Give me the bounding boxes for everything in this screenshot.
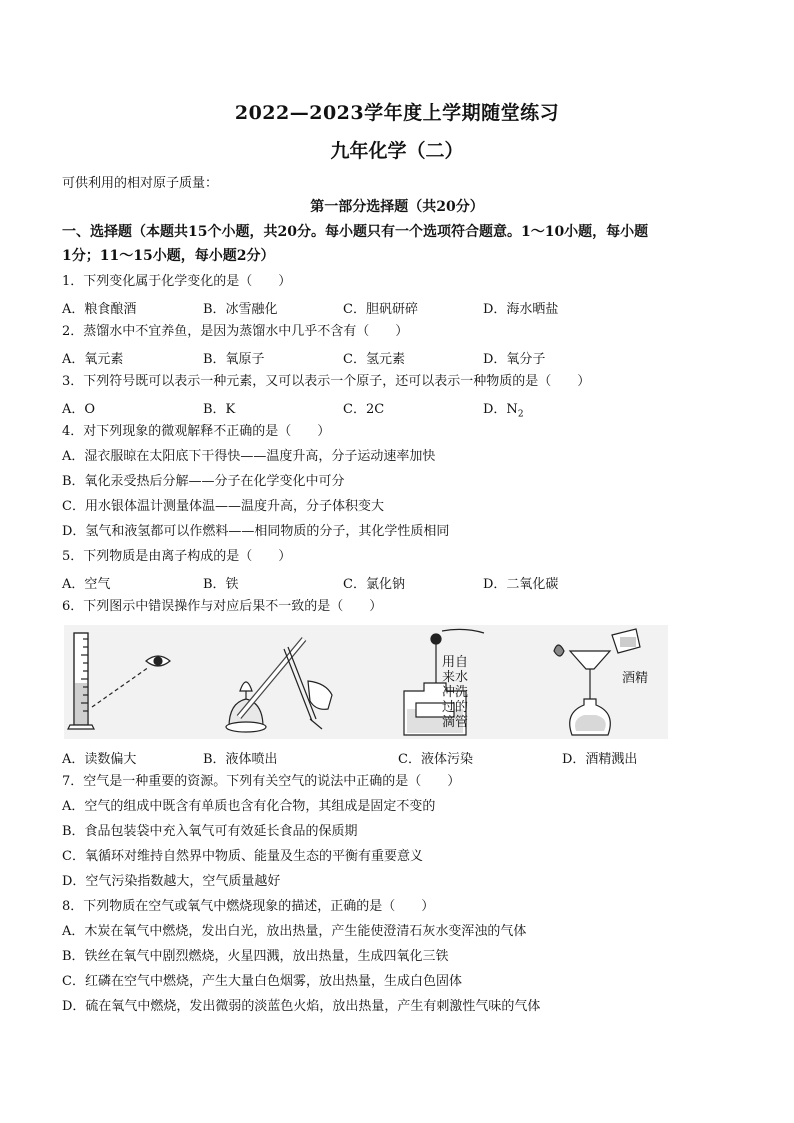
question-5-stem: 5．下列物质是由离子构成的是（ ） bbox=[62, 549, 292, 564]
question-7-stem: 7．空气是一种重要的资源。下列有关空气的说法中正确的是（ ） bbox=[62, 774, 461, 789]
q8-option-d: D．硫在氧气中燃烧，发出微弱的淡蓝色火焰，放出热量，产生有刺激性气味的气体 bbox=[62, 999, 541, 1014]
q4-option-a: A．湿衣服晾在太阳底下干得快——温度升高，分子运动速率加快 bbox=[62, 449, 436, 464]
heating-test-tube-illustration bbox=[226, 639, 332, 732]
q2-option-d: D．氧分子 bbox=[483, 352, 546, 367]
q2-option-b: B．氧原子 bbox=[203, 352, 265, 367]
q4-option-b: B．氧化汞受热后分解——分子在化学变化中可分 bbox=[62, 474, 345, 489]
q3-option-a: A．O bbox=[62, 402, 96, 417]
question-2-stem: 2．蒸馏水中不宜养鱼，是因为蒸馏水中几乎不含有（ ） bbox=[62, 324, 409, 339]
q4-option-d: D．氢气和液氢都可以作燃料——相同物质的分子，其化学性质相同 bbox=[62, 524, 450, 539]
question-5-options bbox=[62, 573, 742, 591]
question-6-stem: 6．下列图示中错误操作与对应后果不一致的是（ ） bbox=[62, 599, 383, 614]
dropper-label-line-1: 用自 bbox=[442, 655, 469, 670]
q6-option-b: B．液体喷出 bbox=[203, 752, 278, 767]
q1-option-b: B．冰雪融化 bbox=[203, 302, 278, 317]
exam-subtitle: 九年化学（二） bbox=[330, 140, 464, 162]
question-6-options bbox=[62, 748, 742, 766]
q8-option-c: C．红磷在空气中燃烧，产生大量白色烟雾，放出热量，生成白色固体 bbox=[62, 974, 462, 989]
q2-option-a: A．氧元素 bbox=[62, 352, 124, 367]
q1-option-c: C．胆矾研碎 bbox=[343, 302, 418, 317]
section-intro-line-1: 一、选择题（本题共15个小题，共20分。每小题只有一个选项符合题意。1～10小题，每小题 bbox=[62, 224, 649, 240]
q1-option-d: D．海水晒盐 bbox=[483, 302, 559, 317]
dropper-label-line-3: 冲洗 bbox=[442, 685, 469, 700]
question-8-stem: 8．下列物质在空气或氧气中燃烧现象的描述，正确的是（ ） bbox=[62, 899, 435, 914]
q3-option-c: C．2C bbox=[343, 402, 385, 417]
dropper-label bbox=[442, 655, 468, 730]
q3-option-d: D．$N_2$ bbox=[483, 402, 524, 420]
q7-option-d: D．空气污染指数越大，空气质量越好 bbox=[62, 874, 281, 889]
dropper-label-line-5: 滴管 bbox=[442, 715, 469, 730]
lab-operations-figure bbox=[64, 625, 668, 739]
q5-option-b: B．铁 bbox=[203, 577, 239, 592]
q5-option-d: D．二氧化碳 bbox=[483, 577, 559, 592]
q7-option-c: C．氧循环对维持自然界中物质、能量及生态的平衡有重要意义 bbox=[62, 849, 423, 864]
q8-option-a: A．木炭在氧气中燃烧，发出白光，放出热量，产生能使澄清石灰水变浑浊的气体 bbox=[62, 924, 527, 939]
alcohol-label: 酒精 bbox=[622, 671, 649, 686]
q5-option-c: C．氯化钠 bbox=[343, 577, 405, 592]
graduated-cylinder-illustration bbox=[68, 633, 170, 729]
q1-option-a: A．粮食酿酒 bbox=[62, 302, 137, 317]
question-2-options bbox=[62, 348, 742, 366]
q3-option-d-subscript: 2 bbox=[517, 409, 524, 420]
q3-option-b: B．K bbox=[203, 402, 236, 417]
q6-option-d: D．酒精溅出 bbox=[562, 752, 638, 767]
q6-option-a: A．读数偏大 bbox=[62, 752, 137, 767]
question-3-stem: 3．下列符号既可以表示一种元素，又可以表示一个原子，还可以表示一种物质的是（ ） bbox=[62, 374, 591, 389]
question-3-options bbox=[62, 398, 742, 420]
atomic-mass-note: 可供利用的相对原子质量： bbox=[62, 176, 219, 191]
lab-illustrations bbox=[64, 625, 668, 739]
dropper-label-line-2: 来水 bbox=[442, 670, 469, 685]
part-title: 第一部分选择题（共20分） bbox=[310, 199, 484, 215]
question-1-options bbox=[62, 298, 742, 316]
q2-option-c: C．氢元素 bbox=[343, 352, 405, 367]
dropper-label-line-4: 过的 bbox=[442, 700, 469, 715]
q8-option-b: B．铁丝在氧气中剧烈燃烧，火星四溅，放出热量，生成四氧化三铁 bbox=[62, 949, 449, 964]
question-4-stem: 4．对下列现象的微观解释不正确的是（ ） bbox=[62, 424, 331, 439]
q5-option-a: A．空气 bbox=[62, 577, 111, 592]
q4-option-c: C．用水银体温计测量体温——温度升高，分子体积变大 bbox=[62, 499, 384, 514]
q7-option-b: B．食品包装袋中充入氧气可有效延长食品的保质期 bbox=[62, 824, 358, 839]
question-1-stem: 1．下列变化属于化学变化的是（ ） bbox=[62, 274, 292, 289]
q6-option-c: C．液体污染 bbox=[398, 752, 473, 767]
section-intro-line-2: 1分；11～15小题，每小题2分） bbox=[62, 248, 275, 264]
q7-option-a: A．空气的组成中既含有单质也含有化合物，其组成是固定不变的 bbox=[62, 799, 436, 814]
exam-title: 2022—2023学年度上学期随堂练习 bbox=[234, 102, 560, 124]
